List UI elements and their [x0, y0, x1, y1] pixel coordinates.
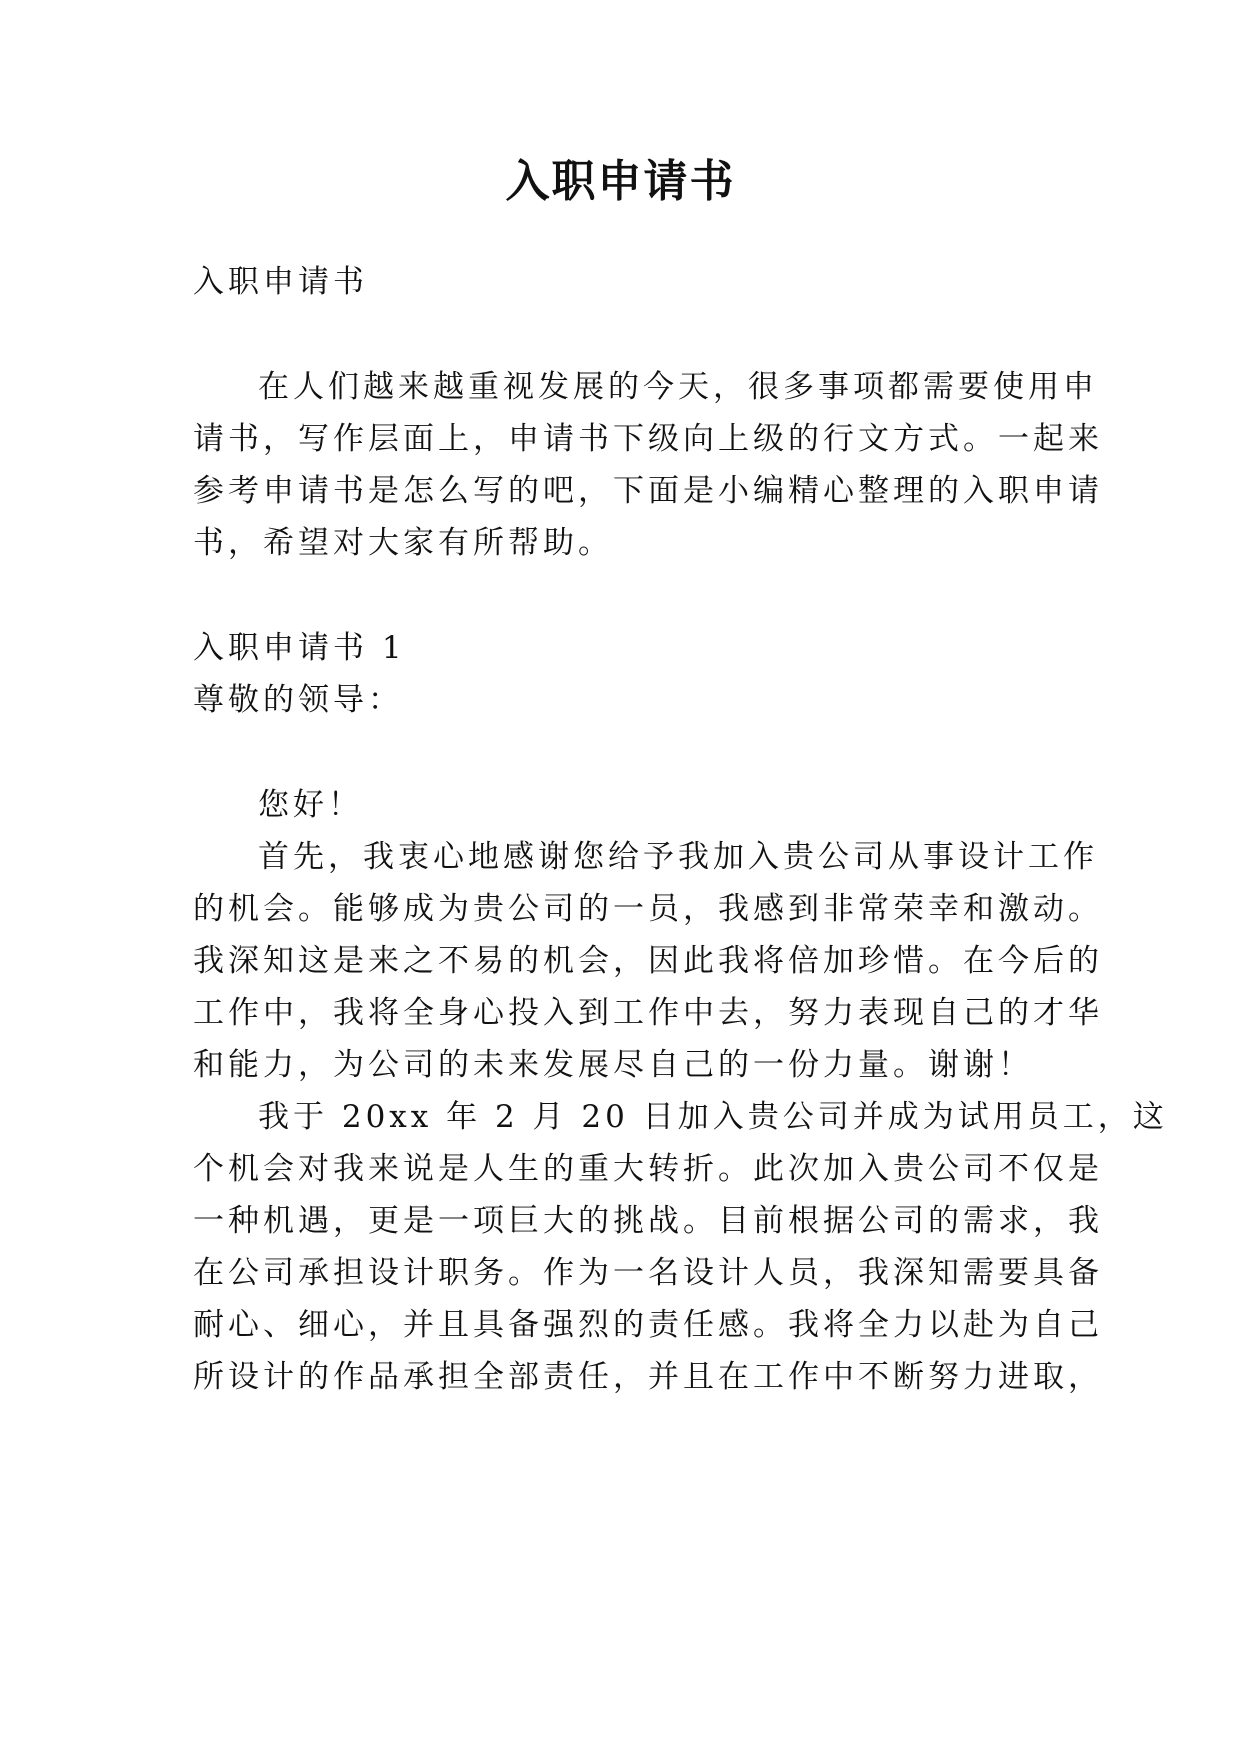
paragraph2-line-1: 我于 20xx 年 2 月 20 日加入贵公司并成为试用员工，这 — [258, 1099, 1168, 1135]
paragraph2-line-6: 所设计的作品承担全部责任，并且在工作中不断努力进取， — [193, 1359, 1103, 1395]
section-heading: 入职申请书 1 — [193, 630, 406, 666]
paragraph2-line-2: 个机会对我来说是人生的重大转折。此次加入贵公司不仅是 — [193, 1151, 1103, 1187]
intro-line-2: 请书，写作层面上，申请书下级向上级的行文方式。一起来 — [193, 421, 1103, 457]
paragraph2-line-4: 在公司承担设计职务。作为一名设计人员，我深知需要具备 — [193, 1255, 1103, 1291]
intro-line-1: 在人们越来越重视发展的今天，很多事项都需要使用申 — [258, 369, 1098, 405]
paragraph1-line-2: 的机会。能够成为贵公司的一员，我感到非常荣幸和激动。 — [193, 891, 1103, 927]
paragraph1-line-3: 我深知这是来之不易的机会，因此我将倍加珍惜。在今后的 — [193, 943, 1103, 979]
intro-line-4: 书，希望对大家有所帮助。 — [193, 525, 613, 561]
paragraph1-line-1: 首先，我衷心地感谢您给予我加入贵公司从事设计工作 — [258, 839, 1098, 875]
paragraph2-line-5: 耐心、细心，并且具备强烈的责任感。我将全力以赴为自己 — [193, 1307, 1103, 1343]
paragraph2-line-3: 一种机遇，更是一项巨大的挑战。目前根据公司的需求，我 — [193, 1203, 1103, 1239]
intro-line-3: 参考申请书是怎么写的吧，下面是小编精心整理的入职申请 — [193, 473, 1103, 509]
salutation: 尊敬的领导： — [193, 682, 403, 718]
paragraph1-line-4: 工作中，我将全身心投入到工作中去，努力表现自己的才华 — [193, 995, 1103, 1031]
document-subtitle: 入职申请书 — [193, 264, 368, 300]
paragraph1-line-5: 和能力，为公司的未来发展尽自己的一份力量。谢谢！ — [193, 1047, 1033, 1083]
greeting: 您好！ — [258, 787, 363, 823]
document-title: 入职申请书 — [505, 156, 736, 207]
